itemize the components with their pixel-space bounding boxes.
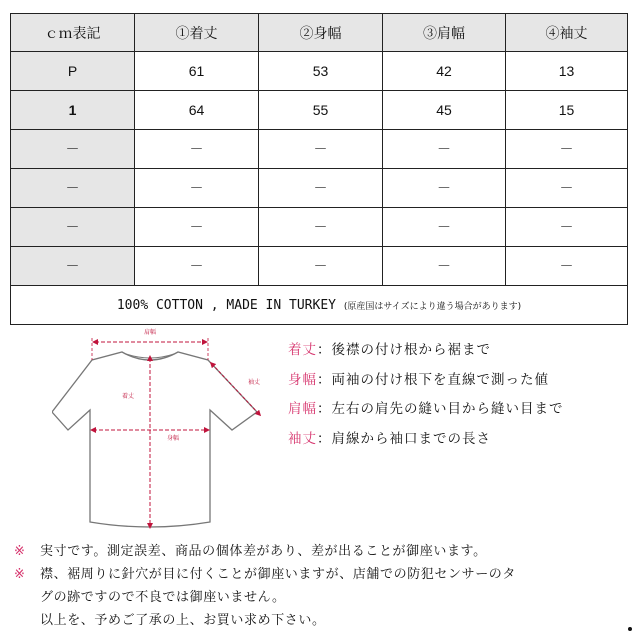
footnote-text: グの跡ですので不良では御座いません。: [40, 590, 286, 605]
stray-dot: [628, 627, 632, 631]
footnote-continuation: [14, 586, 516, 609]
material-note-main: 100% COTTON , MADE IN TURKEY: [116, 297, 336, 313]
table-cell: －: [383, 169, 506, 208]
legend-item-sleeve: [288, 427, 564, 457]
legend-item-shoulder: [288, 397, 564, 427]
header-cell-length: ①着丈: [135, 14, 259, 52]
row-label: －: [11, 247, 135, 286]
sleeve-length-label: 袖丈: [248, 379, 261, 386]
tshirt-measurement-diagram: [52, 326, 274, 538]
legend-key: 肩幅: [288, 401, 317, 417]
table-row: [11, 91, 628, 130]
header-cell-size: ｃｍ表記: [11, 14, 135, 52]
footnote-item: [14, 540, 516, 563]
material-note: [11, 286, 628, 325]
table-cell: 15: [506, 91, 628, 130]
table-cell: －: [383, 247, 506, 286]
tshirt-outline: [52, 352, 257, 527]
table-cell: －: [135, 247, 259, 286]
legend-desc: ：両袖の付け根下を直線で測った値: [317, 371, 549, 388]
table-cell: －: [506, 247, 628, 286]
footnote-mark: ※: [14, 567, 26, 582]
table-row: [11, 208, 628, 247]
row-label: －: [11, 169, 135, 208]
table-cell: 42: [383, 52, 506, 91]
measurement-legend: [288, 338, 564, 456]
footnote-item: [14, 563, 516, 586]
legend-key: 着丈: [288, 342, 317, 358]
table-cell: －: [383, 208, 506, 247]
legend-key: 袖丈: [288, 430, 317, 447]
table-cell: －: [135, 208, 259, 247]
header-cell-sleeve: ④袖丈: [506, 14, 628, 52]
table-cell: 13: [506, 52, 628, 91]
material-note-sub: (原産国はサイズにより違う場合があります): [343, 301, 522, 312]
table-cell: －: [259, 169, 383, 208]
table-cell: －: [259, 130, 383, 169]
row-label: －: [11, 208, 135, 247]
tshirt-diagram-svg: [52, 326, 274, 538]
legend-item-width: [288, 368, 564, 398]
footnote-text: 以上を、予めご了承の上、お買い求め下さい。: [40, 613, 326, 628]
legend-desc: ：左右の肩先の縫い目から縫い目まで: [317, 401, 564, 417]
table-cell: －: [506, 169, 628, 208]
table-cell: －: [506, 130, 628, 169]
legend-item-length: [288, 338, 564, 368]
size-table: [10, 13, 628, 325]
row-label: P: [11, 52, 135, 91]
table-cell: －: [135, 169, 259, 208]
table-row: [11, 247, 628, 286]
body-length-label: 着丈: [122, 393, 135, 400]
footnote-text: 襟、裾周りに針穴が目に付くことが御座いますが、店舗での防犯センサーのタ: [40, 567, 517, 582]
table-cell: －: [259, 208, 383, 247]
table-row: [11, 130, 628, 169]
header-cell-shoulder: ③肩幅: [383, 14, 506, 52]
table-cell: －: [383, 130, 506, 169]
legend-key: 身幅: [288, 371, 317, 388]
table-cell: 55: [259, 91, 383, 130]
table-row: [11, 52, 628, 91]
row-label: －: [11, 130, 135, 169]
table-cell: －: [259, 247, 383, 286]
shoulder-width-label: 肩幅: [143, 329, 157, 336]
footnote-text: 実寸です。測定誤差、商品の個体差があり、差が出ることが御座います。: [40, 544, 487, 559]
table-row: [11, 169, 628, 208]
table-cell: 64: [135, 91, 259, 130]
table-note-row: [11, 286, 628, 325]
table-cell: 61: [135, 52, 259, 91]
footnote-mark: ※: [14, 544, 26, 559]
body-width-label: 身幅: [167, 435, 180, 442]
legend-desc: ：肩線から袖口までの長さ: [317, 430, 491, 447]
row-label: 1: [11, 91, 135, 130]
legend-desc: ：後襟の付け根から裾まで: [317, 342, 491, 358]
table-cell: －: [135, 130, 259, 169]
footnotes: [14, 540, 516, 632]
header-cell-width: ②身幅: [259, 14, 383, 52]
table-cell: 45: [383, 91, 506, 130]
table-cell: 53: [259, 52, 383, 91]
table-header-row: [11, 14, 628, 52]
table-cell: －: [506, 208, 628, 247]
footnote-continuation: [14, 609, 516, 632]
